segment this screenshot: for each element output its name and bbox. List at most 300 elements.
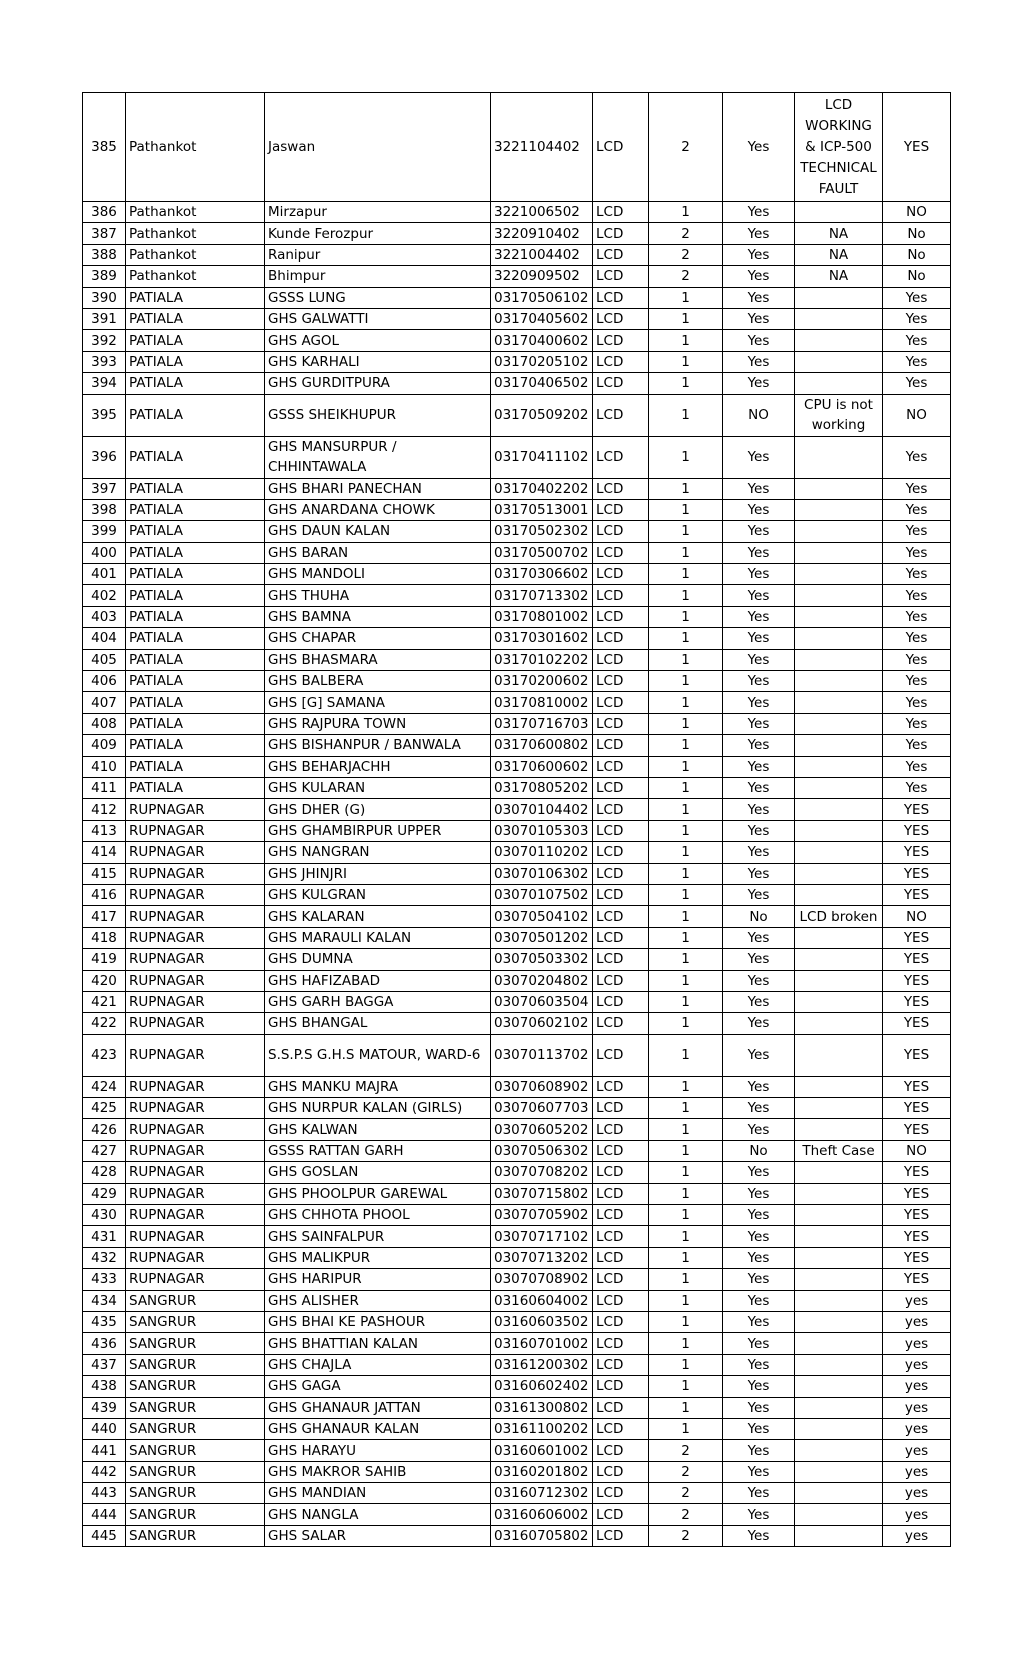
working-status-cell: Yes	[723, 1311, 795, 1332]
sr-no-cell: 434	[83, 1290, 126, 1311]
quantity-cell: 1	[649, 308, 723, 329]
device-type-cell: LCD	[593, 927, 649, 948]
udise-code-cell: 03170102202	[491, 649, 593, 670]
udise-code-cell: 03170406502	[491, 373, 593, 394]
district-cell: SANGRUR	[126, 1333, 265, 1354]
school-name-cell: GHS PHOOLPUR GAREWAL	[265, 1183, 491, 1204]
district-cell: PATIALA	[126, 436, 265, 478]
sr-no-cell: 443	[83, 1483, 126, 1504]
remarks-cell: NA	[795, 244, 883, 265]
school-name-cell: GHS HAFIZABAD	[265, 970, 491, 991]
table-row	[83, 499, 951, 520]
district-cell: Pathankot	[126, 93, 265, 202]
sr-no-cell: 417	[83, 906, 126, 927]
school-name-cell: GHS NANGRAN	[265, 842, 491, 863]
final-status-cell: YES	[883, 1013, 951, 1034]
table-row	[83, 542, 951, 563]
quantity-cell: 1	[649, 1354, 723, 1375]
school-name-cell: GHS MANDIAN	[265, 1483, 491, 1504]
working-status-cell: Yes	[723, 1226, 795, 1247]
device-type-cell: LCD	[593, 1013, 649, 1034]
remarks-cell	[795, 521, 883, 542]
remarks-cell	[795, 1076, 883, 1097]
remarks-cell	[795, 308, 883, 329]
final-status-cell: Yes	[883, 499, 951, 520]
final-status-cell: YES	[883, 93, 951, 202]
working-status-cell: Yes	[723, 287, 795, 308]
sr-no-cell: 422	[83, 1013, 126, 1034]
district-cell: RUPNAGAR	[126, 863, 265, 884]
quantity-cell: 2	[649, 244, 723, 265]
device-type-cell: LCD	[593, 799, 649, 820]
device-type-cell: LCD	[593, 1504, 649, 1525]
sr-no-cell: 386	[83, 202, 126, 223]
quantity-cell: 1	[649, 394, 723, 436]
district-cell: RUPNAGAR	[126, 1140, 265, 1161]
remarks-cell	[795, 628, 883, 649]
table-row	[83, 1376, 951, 1397]
sr-no-cell: 438	[83, 1376, 126, 1397]
remarks-cell	[795, 542, 883, 563]
quantity-cell: 2	[649, 1461, 723, 1482]
udise-code-cell: 03070105303	[491, 820, 593, 841]
device-type-cell: LCD	[593, 628, 649, 649]
udise-code-cell: 03170301602	[491, 628, 593, 649]
working-status-cell: Yes	[723, 1333, 795, 1354]
quantity-cell: 1	[649, 777, 723, 798]
district-cell: PATIALA	[126, 287, 265, 308]
remarks-cell	[795, 799, 883, 820]
udise-code-cell: 03170200602	[491, 671, 593, 692]
district-cell: PATIALA	[126, 521, 265, 542]
final-status-cell: yes	[883, 1483, 951, 1504]
table-row	[83, 649, 951, 670]
quantity-cell: 1	[649, 1162, 723, 1183]
sr-no-cell: 427	[83, 1140, 126, 1161]
final-status-cell: YES	[883, 1205, 951, 1226]
school-name-cell: GHS NURPUR KALAN (GIRLS)	[265, 1098, 491, 1119]
quantity-cell: 1	[649, 756, 723, 777]
final-status-cell: Yes	[883, 564, 951, 585]
school-name-cell: GHS BARAN	[265, 542, 491, 563]
remarks-cell	[795, 373, 883, 394]
working-status-cell: Yes	[723, 799, 795, 820]
final-status-cell: NO	[883, 1140, 951, 1161]
quantity-cell: 2	[649, 93, 723, 202]
school-name-cell: Kunde Ferozpur	[265, 223, 491, 244]
school-name-cell: GHS KALARAN	[265, 906, 491, 927]
sr-no-cell: 419	[83, 949, 126, 970]
final-status-cell: YES	[883, 1269, 951, 1290]
device-type-cell: LCD	[593, 1162, 649, 1183]
quantity-cell: 2	[649, 1483, 723, 1504]
quantity-cell: 1	[649, 1397, 723, 1418]
district-cell: PATIALA	[126, 628, 265, 649]
remarks-cell	[795, 1162, 883, 1183]
device-type-cell: LCD	[593, 1397, 649, 1418]
udise-code-cell: 03070503302	[491, 949, 593, 970]
final-status-cell: YES	[883, 799, 951, 820]
quantity-cell: 2	[649, 223, 723, 244]
udise-code-cell: 03070104402	[491, 799, 593, 820]
remarks-cell	[795, 1376, 883, 1397]
working-status-cell: Yes	[723, 202, 795, 223]
remarks-cell	[795, 606, 883, 627]
working-status-cell: Yes	[723, 863, 795, 884]
udise-code-cell: 03161300802	[491, 1397, 593, 1418]
table-row	[83, 1440, 951, 1461]
quantity-cell: 1	[649, 671, 723, 692]
district-cell: RUPNAGAR	[126, 949, 265, 970]
district-cell: SANGRUR	[126, 1504, 265, 1525]
remarks-cell	[795, 1034, 883, 1076]
udise-code-cell: 03170506102	[491, 287, 593, 308]
final-status-cell: No	[883, 266, 951, 287]
table-row	[83, 1226, 951, 1247]
table-row	[83, 351, 951, 372]
final-status-cell: Yes	[883, 692, 951, 713]
sr-no-cell: 399	[83, 521, 126, 542]
school-name-cell: GHS AGOL	[265, 330, 491, 351]
sr-no-cell: 409	[83, 735, 126, 756]
table-row	[83, 949, 951, 970]
final-status-cell: No	[883, 244, 951, 265]
working-status-cell: Yes	[723, 436, 795, 478]
device-type-cell: LCD	[593, 244, 649, 265]
device-type-cell: LCD	[593, 1140, 649, 1161]
quantity-cell: 1	[649, 351, 723, 372]
table-row	[83, 906, 951, 927]
working-status-cell: Yes	[723, 1418, 795, 1439]
table-row	[83, 1205, 951, 1226]
school-name-cell: GHS BALBERA	[265, 671, 491, 692]
udise-code-cell: 3221006502	[491, 202, 593, 223]
udise-code-cell: 03070106302	[491, 863, 593, 884]
school-name-cell: GHS GHANAUR KALAN	[265, 1418, 491, 1439]
final-status-cell: yes	[883, 1525, 951, 1546]
remarks-cell	[795, 1119, 883, 1140]
working-status-cell: Yes	[723, 564, 795, 585]
quantity-cell: 1	[649, 436, 723, 478]
school-name-cell: GHS SAINFALPUR	[265, 1226, 491, 1247]
device-type-cell: LCD	[593, 436, 649, 478]
working-status-cell: Yes	[723, 606, 795, 627]
device-type-cell: LCD	[593, 1461, 649, 1482]
udise-code-cell: 03160603502	[491, 1311, 593, 1332]
sr-no-cell: 429	[83, 1183, 126, 1204]
table-row	[83, 671, 951, 692]
udise-code-cell: 03070501202	[491, 927, 593, 948]
remarks-cell	[795, 777, 883, 798]
sr-no-cell: 421	[83, 991, 126, 1012]
quantity-cell: 2	[649, 266, 723, 287]
quantity-cell: 1	[649, 906, 723, 927]
device-type-cell: LCD	[593, 202, 649, 223]
school-name-cell: Jaswan	[265, 93, 491, 202]
udise-code-cell: 03170500702	[491, 542, 593, 563]
device-type-cell: LCD	[593, 542, 649, 563]
working-status-cell: Yes	[723, 1034, 795, 1076]
udise-code-cell: 03170801002	[491, 606, 593, 627]
final-status-cell: Yes	[883, 713, 951, 734]
working-status-cell: Yes	[723, 1269, 795, 1290]
remarks-cell	[795, 735, 883, 756]
school-name-cell: GHS HARAYU	[265, 1440, 491, 1461]
quantity-cell: 2	[649, 1525, 723, 1546]
district-cell: SANGRUR	[126, 1525, 265, 1546]
remarks-cell	[795, 287, 883, 308]
school-name-cell: GHS GOSLAN	[265, 1162, 491, 1183]
district-cell: PATIALA	[126, 308, 265, 329]
remarks-cell	[795, 1333, 883, 1354]
sr-no-cell: 387	[83, 223, 126, 244]
udise-code-cell: 03170513001	[491, 499, 593, 520]
udise-code-cell: 03161200302	[491, 1354, 593, 1375]
device-type-cell: LCD	[593, 1034, 649, 1076]
final-status-cell: Yes	[883, 351, 951, 372]
sr-no-cell: 393	[83, 351, 126, 372]
table-row	[83, 521, 951, 542]
school-name-cell: GHS BEHARJACHH	[265, 756, 491, 777]
final-status-cell: Yes	[883, 436, 951, 478]
district-cell: SANGRUR	[126, 1440, 265, 1461]
final-status-cell: Yes	[883, 373, 951, 394]
working-status-cell: No	[723, 906, 795, 927]
udise-code-cell: 3220909502	[491, 266, 593, 287]
quantity-cell: 1	[649, 970, 723, 991]
udise-code-cell: 03170402202	[491, 478, 593, 499]
working-status-cell: Yes	[723, 1397, 795, 1418]
final-status-cell: YES	[883, 1226, 951, 1247]
working-status-cell: Yes	[723, 649, 795, 670]
school-name-cell: S.S.P.S G.H.S MATOUR, WARD-6	[265, 1034, 491, 1076]
remarks-cell	[795, 564, 883, 585]
device-type-cell: LCD	[593, 820, 649, 841]
device-type-cell: LCD	[593, 970, 649, 991]
quantity-cell: 1	[649, 735, 723, 756]
remarks-cell	[795, 202, 883, 223]
final-status-cell: yes	[883, 1354, 951, 1375]
working-status-cell: Yes	[723, 93, 795, 202]
school-name-cell: GHS [G] SAMANA	[265, 692, 491, 713]
device-type-cell: LCD	[593, 692, 649, 713]
final-status-cell: yes	[883, 1418, 951, 1439]
remarks-cell: CPU is not working	[795, 394, 883, 436]
udise-code-cell: 03170502302	[491, 521, 593, 542]
remarks-cell: Theft Case	[795, 1140, 883, 1161]
remarks-cell	[795, 1226, 883, 1247]
final-status-cell: Yes	[883, 671, 951, 692]
school-name-cell: GHS CHAPAR	[265, 628, 491, 649]
sr-no-cell: 440	[83, 1418, 126, 1439]
sr-no-cell: 424	[83, 1076, 126, 1097]
remarks-cell	[795, 351, 883, 372]
device-type-cell: LCD	[593, 93, 649, 202]
table-row	[83, 394, 951, 436]
table-row	[83, 1525, 951, 1546]
quantity-cell: 1	[649, 991, 723, 1012]
school-lcd-status-table	[82, 92, 951, 1547]
final-status-cell: yes	[883, 1290, 951, 1311]
device-type-cell: LCD	[593, 394, 649, 436]
working-status-cell: Yes	[723, 756, 795, 777]
quantity-cell: 1	[649, 1034, 723, 1076]
sr-no-cell: 415	[83, 863, 126, 884]
quantity-cell: 1	[649, 202, 723, 223]
district-cell: RUPNAGAR	[126, 1098, 265, 1119]
district-cell: SANGRUR	[126, 1290, 265, 1311]
udise-code-cell: 03070204802	[491, 970, 593, 991]
district-cell: PATIALA	[126, 564, 265, 585]
device-type-cell: LCD	[593, 906, 649, 927]
school-name-cell: GHS MALIKPUR	[265, 1247, 491, 1268]
quantity-cell: 1	[649, 585, 723, 606]
working-status-cell: Yes	[723, 1483, 795, 1504]
remarks-cell	[795, 1290, 883, 1311]
school-name-cell: GHS BISHANPUR / BANWALA	[265, 735, 491, 756]
sr-no-cell: 411	[83, 777, 126, 798]
school-name-cell: GHS GALWATTI	[265, 308, 491, 329]
udise-code-cell: 03070705902	[491, 1205, 593, 1226]
district-cell: RUPNAGAR	[126, 906, 265, 927]
sr-no-cell: 430	[83, 1205, 126, 1226]
device-type-cell: LCD	[593, 735, 649, 756]
working-status-cell: Yes	[723, 330, 795, 351]
district-cell: SANGRUR	[126, 1461, 265, 1482]
quantity-cell: 1	[649, 842, 723, 863]
sr-no-cell: 400	[83, 542, 126, 563]
table-row	[83, 1483, 951, 1504]
table-row	[83, 756, 951, 777]
district-cell: RUPNAGAR	[126, 970, 265, 991]
udise-code-cell: 3220910402	[491, 223, 593, 244]
table-row	[83, 1183, 951, 1204]
final-status-cell: YES	[883, 884, 951, 905]
udise-code-cell: 03170716703	[491, 713, 593, 734]
sr-no-cell: 416	[83, 884, 126, 905]
working-status-cell: Yes	[723, 713, 795, 734]
working-status-cell: Yes	[723, 1461, 795, 1482]
remarks-cell	[795, 1483, 883, 1504]
sr-no-cell: 389	[83, 266, 126, 287]
school-name-cell: GHS CHAJLA	[265, 1354, 491, 1375]
sr-no-cell: 445	[83, 1525, 126, 1546]
final-status-cell: YES	[883, 863, 951, 884]
table-row	[83, 777, 951, 798]
udise-code-cell: 03070602102	[491, 1013, 593, 1034]
table-row	[83, 223, 951, 244]
udise-code-cell: 03161100202	[491, 1418, 593, 1439]
district-cell: Pathankot	[126, 223, 265, 244]
final-status-cell: Yes	[883, 542, 951, 563]
school-name-cell: GHS GHANAUR JATTAN	[265, 1397, 491, 1418]
school-name-cell: GHS BHAI KE PASHOUR	[265, 1311, 491, 1332]
working-status-cell: Yes	[723, 542, 795, 563]
quantity-cell: 1	[649, 1269, 723, 1290]
working-status-cell: Yes	[723, 1013, 795, 1034]
table-row	[83, 1461, 951, 1482]
sr-no-cell: 441	[83, 1440, 126, 1461]
school-name-cell: Bhimpur	[265, 266, 491, 287]
quantity-cell: 1	[649, 1205, 723, 1226]
working-status-cell: Yes	[723, 735, 795, 756]
udise-code-cell: 03170205102	[491, 351, 593, 372]
device-type-cell: LCD	[593, 1333, 649, 1354]
device-type-cell: LCD	[593, 1354, 649, 1375]
remarks-cell	[795, 1098, 883, 1119]
working-status-cell: Yes	[723, 949, 795, 970]
udise-code-cell: 3221004402	[491, 244, 593, 265]
district-cell: RUPNAGAR	[126, 799, 265, 820]
school-name-cell: GSSS SHEIKHUPUR	[265, 394, 491, 436]
remarks-cell: LCD WORKING & ICP-500 TECHNICAL FAULT	[795, 93, 883, 202]
sr-no-cell: 431	[83, 1226, 126, 1247]
final-status-cell: NO	[883, 202, 951, 223]
working-status-cell: Yes	[723, 927, 795, 948]
school-name-cell: GHS RAJPURA TOWN	[265, 713, 491, 734]
udise-code-cell: 03070715802	[491, 1183, 593, 1204]
working-status-cell: Yes	[723, 1076, 795, 1097]
table-row	[83, 244, 951, 265]
school-name-cell: GHS DHER (G)	[265, 799, 491, 820]
quantity-cell: 1	[649, 1333, 723, 1354]
remarks-cell	[795, 863, 883, 884]
udise-code-cell: 03070605202	[491, 1119, 593, 1140]
sr-no-cell: 392	[83, 330, 126, 351]
sr-no-cell: 385	[83, 93, 126, 202]
working-status-cell: Yes	[723, 842, 795, 863]
udise-code-cell: 03160604002	[491, 1290, 593, 1311]
remarks-cell: NA	[795, 266, 883, 287]
table-row	[83, 1504, 951, 1525]
working-status-cell: NO	[723, 394, 795, 436]
school-name-cell: GHS THUHA	[265, 585, 491, 606]
udise-code-cell: 03070506302	[491, 1140, 593, 1161]
working-status-cell: Yes	[723, 351, 795, 372]
remarks-cell	[795, 649, 883, 670]
udise-code-cell: 03170509202	[491, 394, 593, 436]
sr-no-cell: 439	[83, 1397, 126, 1418]
district-cell: RUPNAGAR	[126, 1247, 265, 1268]
table-row	[83, 266, 951, 287]
district-cell: RUPNAGAR	[126, 1269, 265, 1290]
device-type-cell: LCD	[593, 1311, 649, 1332]
udise-code-cell: 03070603504	[491, 991, 593, 1012]
table-row	[83, 436, 951, 478]
udise-code-cell: 03160606002	[491, 1504, 593, 1525]
sr-no-cell: 401	[83, 564, 126, 585]
final-status-cell: yes	[883, 1504, 951, 1525]
device-type-cell: LCD	[593, 330, 649, 351]
sr-no-cell: 408	[83, 713, 126, 734]
table-row	[83, 1247, 951, 1268]
remarks-cell	[795, 1397, 883, 1418]
remarks-cell	[795, 692, 883, 713]
working-status-cell: Yes	[723, 991, 795, 1012]
sr-no-cell: 391	[83, 308, 126, 329]
udise-code-cell: 03170805202	[491, 777, 593, 798]
table-row	[83, 287, 951, 308]
table-row	[83, 478, 951, 499]
table-row	[83, 799, 951, 820]
quantity-cell: 1	[649, 564, 723, 585]
school-name-cell: GHS CHHOTA PHOOL	[265, 1205, 491, 1226]
final-status-cell: Yes	[883, 521, 951, 542]
sr-no-cell: 388	[83, 244, 126, 265]
quantity-cell: 1	[649, 863, 723, 884]
final-status-cell: Yes	[883, 628, 951, 649]
remarks-cell	[795, 927, 883, 948]
